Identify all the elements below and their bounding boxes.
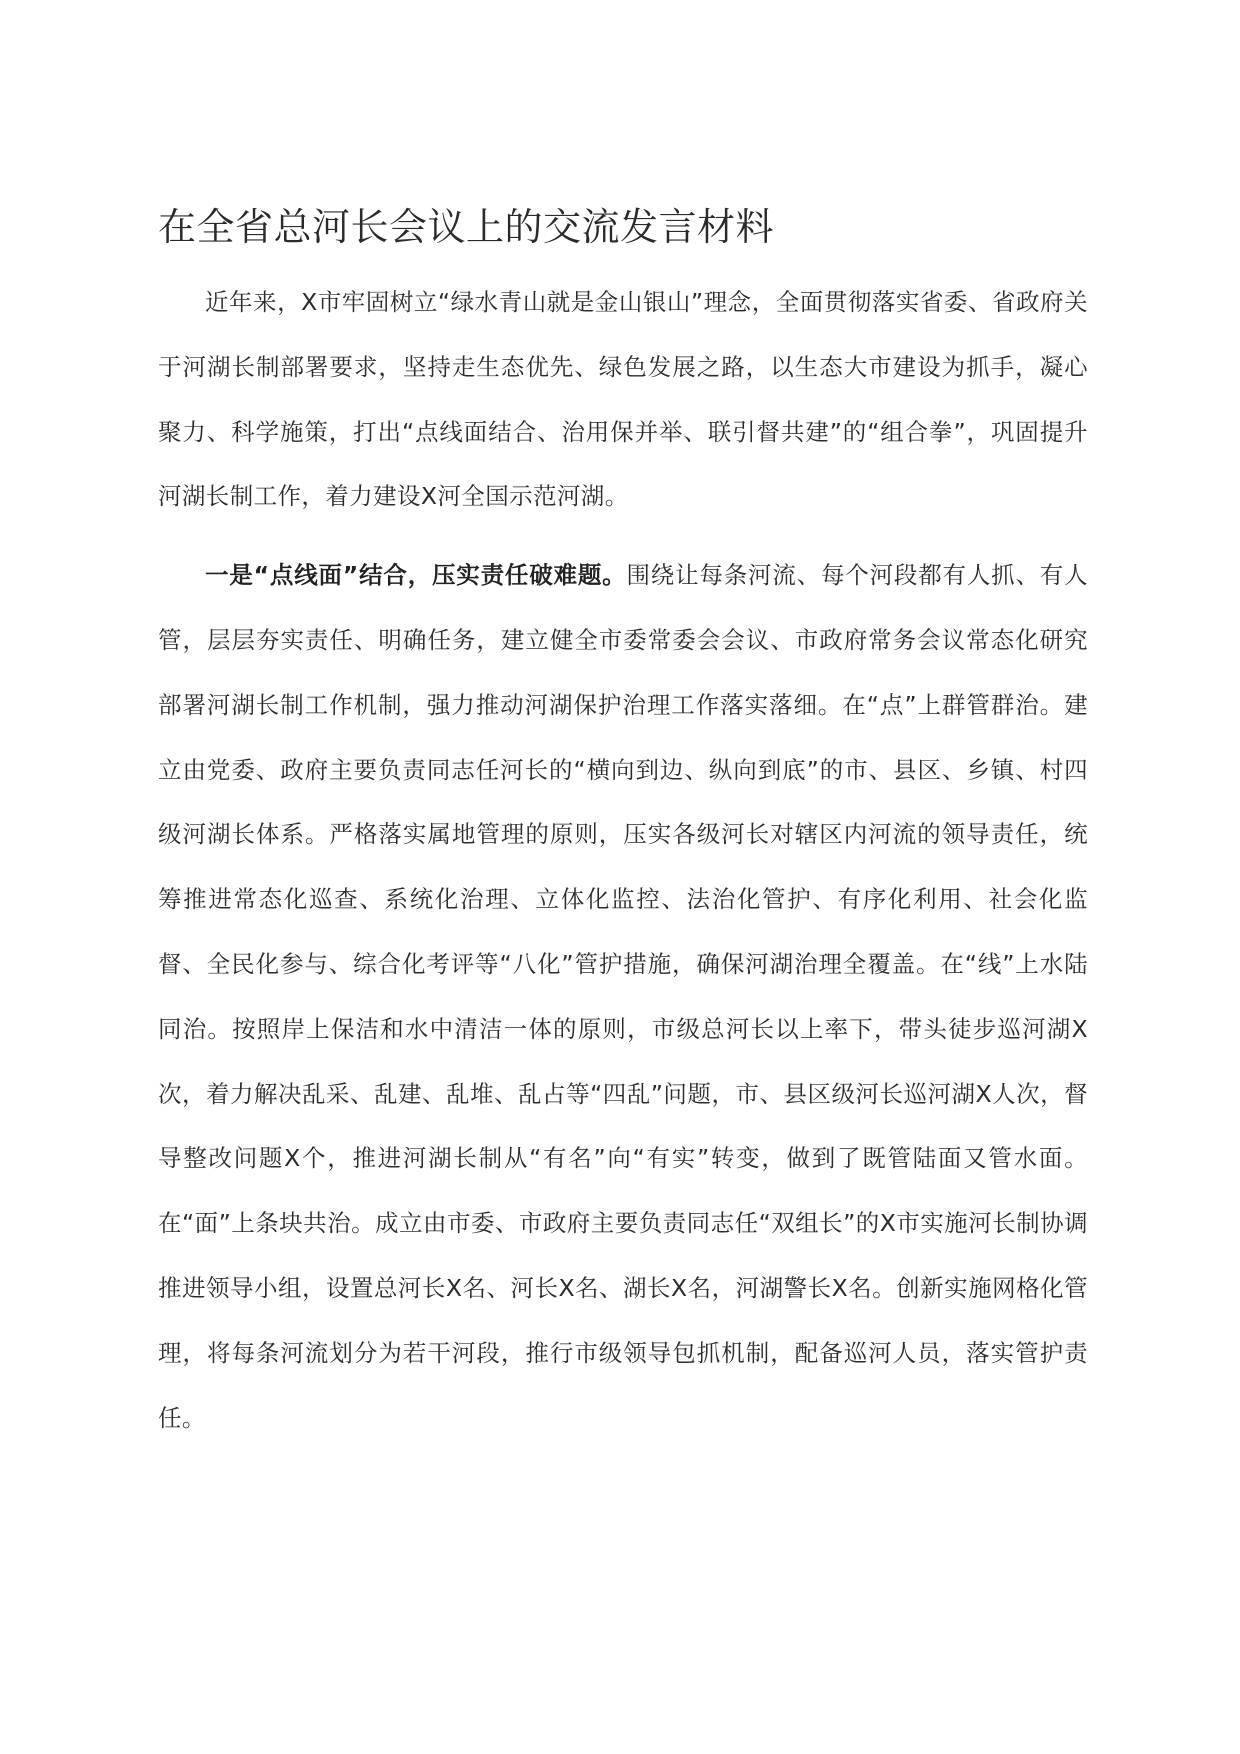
section-one-body: 围绕让每条河流、每个河段都有人抓、有人管，层层夯实责任、明确任务，建立健全市委常委会会议、市政府常务会议常态化研究部署河湖长制工作机制，强力推动河湖保护治理工作落实落细。在“点”上群管群治。建立由党委、政府主要负责同志任河长的“横向到边、纵向到底”的市、县区、乡镇、村四级河湖长体系。严格落实属地管理的原则，压实各级河长对辖区内河流的领导责任，统筹推进常态化巡查、系统化治理、立体化监控、法治化管护、有序化利用、社会化监督、全民化参与、综合化考评等“八化”管护措施，确保河湖治理全覆盖。在“线”上水陆同治。按照岸上保洁和水中清洁一体的原则，市级总河长以上率下，带头徒步巡河湖X次，着力解决乱采、乱建、乱堆、乱占等“四乱”问题，市、县区级河长巡河湖X人次，督导整改问题X个，推进河湖长制从“有名”向“有实”转变，做到了既管陆面又管水面。在“面”上条块共治。成立由市委、市政府主要负责同志任“双组长”的X市实施河长制协调推进领导小组，设置总河长X名、河长X名、湖长X名，河湖警长X名。创新实施网格化管理，将每条河流划分为若干河段，推行市级领导包抓机制，配备巡河人员，落实管护责任。 — [158, 561, 1088, 1432]
paragraph-section-one — [158, 543, 1088, 1450]
document-page — [158, 192, 1088, 1450]
section-one-heading: 一是“点线面”结合，压实责任破难题。 — [205, 561, 627, 590]
paragraph-intro-text: 近年来，X市牢固树立“绿水青山就是金山银山”理念，全面贯彻落实省委、省政府关于河湖长制部署要求，坚持走生态优先、绿色发展之路，以生态大市建设为抓手，凝心聚力、科学施策，打出“点线面结合、治用保并举、联引督共建”的“组合拳”，巩固提升河湖长制工作，着力建设X河全国示范河湖。 — [158, 288, 1088, 511]
paragraph-intro — [158, 270, 1088, 529]
document-title: 在全省总河长会议上的交流发言材料 — [158, 205, 775, 249]
